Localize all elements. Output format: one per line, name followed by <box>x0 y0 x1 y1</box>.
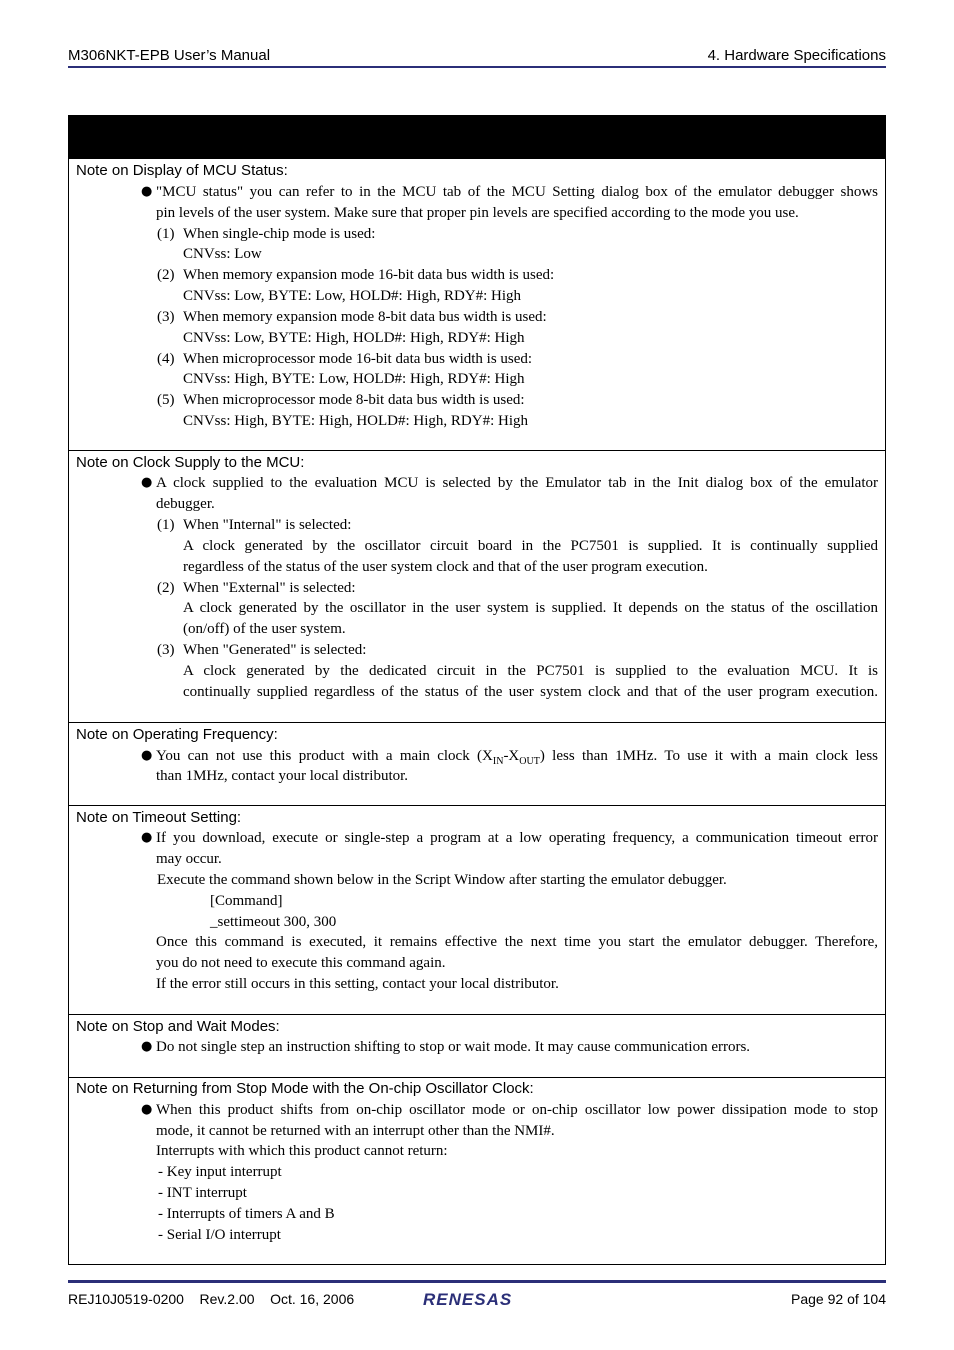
list-detail: continually supplied regardless of the status of the user system clock and that of the user program execution. <box>183 684 878 700</box>
list-item: When single-chip mode is used: <box>183 226 376 242</box>
list-detail: (on/off) of the user system. <box>183 621 346 637</box>
command-text: _settimeout 300, 300 <box>210 914 337 930</box>
bullet-text: If you download, execute or single-step a program at a low operating frequency, a communication timeout error <box>156 830 878 846</box>
chapter-title: 4. Hardware Specifications <box>707 47 886 64</box>
bullet-text <box>156 746 878 766</box>
notes-table <box>68 115 886 1265</box>
body-text: Execute the command shown below in the Script Window after starting the emulator debugger. <box>157 872 727 888</box>
section-timeout-setting <box>69 805 885 1014</box>
list-item: When memory expansion mode 16-bit data bus width is used: <box>183 267 555 283</box>
header-rule <box>68 66 886 68</box>
bullet-icon: ● <box>141 1102 153 1117</box>
bullet-text: "MCU status" you can refer to in the MCU tab of the MCU Setting dialog box of the emulator debugger shows <box>156 184 878 200</box>
bullet-icon: ● <box>141 184 153 199</box>
bullet-text: When this product shifts from on-chip oscillator mode or on-chip oscillator low power dissipation mode to stop <box>156 1102 878 1118</box>
list-number: (3) <box>157 309 175 325</box>
document-id: REJ10J0519-0200 Rev.2.00 Oct. 16, 2006 <box>68 1291 355 1307</box>
bullet-icon: ● <box>141 1039 153 1054</box>
section-title: Note on Timeout Setting: <box>76 809 242 826</box>
page-number: Page 92 of 104 <box>791 1291 886 1307</box>
section-clock-supply <box>69 450 885 722</box>
list-detail: CNVss: Low, BYTE: Low, HOLD#: High, RDY#: High <box>183 288 522 304</box>
list-number: (3) <box>157 642 175 658</box>
section-title: Note on Stop and Wait Modes: <box>76 1018 280 1035</box>
footer-rule <box>68 1280 886 1283</box>
section-operating-frequency <box>69 722 885 805</box>
list-detail: A clock generated by the dedicated circuit in the PC7501 is supplied to the evaluation MCU. It is <box>183 663 878 679</box>
list-item: When memory expansion mode 8-bit data bus width is used: <box>183 309 547 325</box>
list-number: (1) <box>157 226 175 242</box>
body-text: Interrupts with which this product cannot return: <box>156 1143 448 1159</box>
section-mcu-status <box>69 158 885 450</box>
list-item: When microprocessor mode 16-bit data bus width is used: <box>183 351 533 367</box>
bullet-text: than 1MHz, contact your local distributor. <box>156 768 409 784</box>
list-item: - Serial I/O interrupt <box>158 1227 281 1243</box>
list-number: (4) <box>157 351 175 367</box>
bullet-icon: ● <box>141 748 153 763</box>
section-title: Note on Display of MCU Status: <box>76 162 288 179</box>
text-run: You can not use this product with a main clock (X <box>156 748 493 764</box>
subscript: IN <box>492 756 504 767</box>
list-item: - INT interrupt <box>158 1185 247 1201</box>
bullet-icon: ● <box>141 475 153 490</box>
list-detail: A clock generated by the oscillator in the user system is supplied. It depends on the status of the oscillation <box>183 600 878 616</box>
body-text: If the error still occurs in this setting, contact your local distributor. <box>156 976 559 992</box>
list-item: When microprocessor mode 8-bit data bus width is used: <box>183 392 525 408</box>
bullet-icon: ● <box>141 830 153 845</box>
section-stop-wait <box>69 1014 885 1077</box>
list-detail: regardless of the status of the user system clock and that of the user program execution. <box>183 559 708 575</box>
list-item: When "Internal" is selected: <box>183 517 352 533</box>
section-stop-return <box>69 1077 885 1264</box>
section-title: Note on Operating Frequency: <box>76 726 278 743</box>
list-item: When "External" is selected: <box>183 580 356 596</box>
list-number: (5) <box>157 392 175 408</box>
table-header-bar <box>69 116 885 158</box>
bullet-text: Do not single step an instruction shifting to stop or wait mode. It may cause communication errors. <box>156 1039 751 1055</box>
subscript: OUT <box>519 756 540 767</box>
list-detail: CNVss: Low, BYTE: High, HOLD#: High, RDY#: High <box>183 330 525 346</box>
list-detail: CNVss: High, BYTE: High, HOLD#: High, RDY#: High <box>183 413 529 429</box>
bullet-text: A clock supplied to the evaluation MCU is selected by the Emulator tab in the Init dialog box of the emulator <box>156 475 878 491</box>
page-header <box>68 47 886 67</box>
command-label: [Command] <box>210 893 283 909</box>
list-number: (1) <box>157 517 175 533</box>
list-item: When "Generated" is selected: <box>183 642 367 658</box>
bullet-text: debugger. <box>156 496 215 512</box>
body-text: you do not need to execute this command again. <box>156 955 446 971</box>
document-title: M306NKT-EPB User’s Manual <box>68 47 271 64</box>
body-text: Once this command is executed, it remains effective the next time you start the emulator debugger. Therefore, <box>156 934 878 950</box>
renesas-logo: RENESAS <box>423 1290 513 1309</box>
bullet-text: mode, it cannot be returned with an interrupt other than the NMI#. <box>156 1123 555 1139</box>
text-run: ) less than 1MHz. To use it with a main clock less <box>539 748 878 764</box>
page-footer <box>68 1291 886 1311</box>
text-run: -X <box>503 748 520 764</box>
list-detail: A clock generated by the oscillator circuit board in the PC7501 is supplied. It is continually supplied <box>183 538 878 554</box>
list-item: - Interrupts of timers A and B <box>158 1206 335 1222</box>
section-title: Note on Returning from Stop Mode with the On-chip Oscillator Clock: <box>76 1080 534 1097</box>
section-title: Note on Clock Supply to the MCU: <box>76 454 305 471</box>
list-detail: CNVss: High, BYTE: Low, HOLD#: High, RDY#: High <box>183 371 525 387</box>
bullet-text: may occur. <box>156 851 222 867</box>
list-number: (2) <box>157 580 175 596</box>
list-number: (2) <box>157 267 175 283</box>
list-item: - Key input interrupt <box>158 1164 282 1180</box>
list-detail: CNVss: Low <box>183 246 262 262</box>
bullet-text: pin levels of the user system. Make sure that proper pin levels are specified according to the mode you use. <box>156 205 799 221</box>
